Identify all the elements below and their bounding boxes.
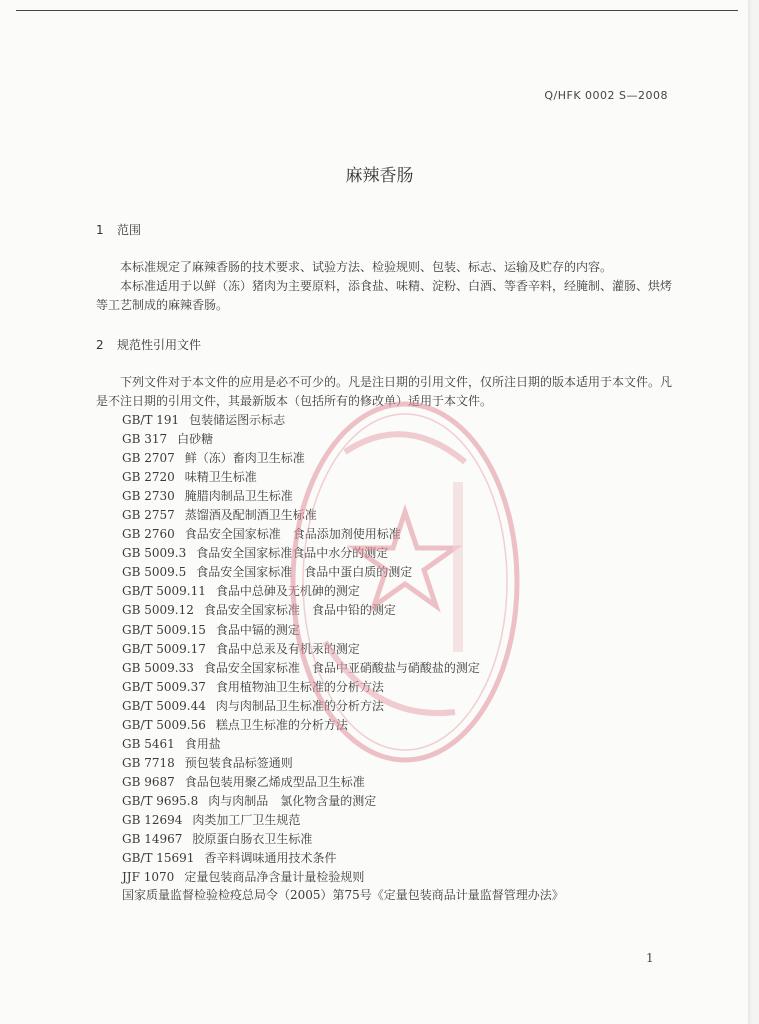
reference-code: GB 2720 [122,470,175,485]
reference-title: 预包装食品标签通则 [184,755,293,770]
reference-title: 定量包装商品净含量计量检验规则 [184,870,365,885]
reference-item [122,487,480,506]
reference-code: GB 2760 [122,527,175,542]
reference-title: 食品中总砷及无机砷的测定 [215,584,360,599]
reference-title: 肉与肉制品 氯化物含量的测定 [208,793,377,808]
header-rule [16,10,738,11]
reference-item [122,830,480,849]
reference-item [122,640,480,659]
reference-item [122,601,480,620]
reference-code: GB 2707 [122,451,175,466]
reference-title: 蒸馏酒及配制酒卫生标准 [184,508,317,523]
references-intro-paragraph: 下列文件对于本文件的应用是必不可少的。凡是注日期的引用文件，仅所注日期的版本适用于本文件。凡是不注日期的引用文件，其最新版本（包括所有的修改单）适用于本文件。 [96,375,673,408]
reference-title: 食品安全国家标准 食品中蛋白质的测定 [196,565,413,580]
reference-code: GB/T 15691 [122,851,195,866]
reference-code: GB/T 191 [122,413,180,427]
reference-item [122,811,480,830]
reference-item [122,621,480,640]
section-title: 范围 [117,223,142,237]
reference-item [122,754,480,773]
reference-item [122,849,480,868]
reference-item [122,678,480,697]
standard-code: Q/HFK 0002 S—2008 [544,89,668,102]
regulation-reference: 国家质量监督检验检疫总局令（2005）第75号《定量包装商品计量监督管理办法》 [122,888,564,902]
reference-code: JJF 1070 [122,870,175,885]
document-title: 麻辣香肠 [345,166,414,186]
reference-code: GB/T 5009.17 [122,641,206,656]
section-number: 2 [96,338,104,352]
reference-code: GB 5009.3 [122,546,187,561]
reference-code: GB/T 5009.44 [122,698,206,713]
reference-code: GB/T 5009.56 [122,717,206,732]
reference-title: 白砂糖 [177,432,214,447]
reference-item [122,563,480,582]
reference-code: GB 12694 [122,812,183,827]
reference-code: GB/T 9695.8 [122,793,199,808]
reference-title: 胶原蛋白肠衣卫生标准 [192,832,313,847]
reference-code: GB 2730 [122,489,175,504]
scope-paragraph-2: 本标准适用于以鲜（冻）猪肉为主要原料，添食盐、味精、淀粉、白酒、等香辛料，经腌制、灌肠、烘烤等工艺制成的麻辣香肠。 [96,279,673,312]
reference-title: 肉类加工厂卫生规范 [192,812,301,827]
reference-code: GB 2757 [122,508,175,523]
reference-item [122,430,480,449]
reference-title: 包装储运图示标志 [189,413,286,427]
reference-item [122,411,480,430]
reference-title: 食用盐 [184,736,221,751]
reference-item [122,468,480,487]
reference-item [122,792,480,811]
reference-code: GB/T 5009.15 [122,622,206,637]
reference-title: 糕点卫生标准的分析方法 [215,717,348,732]
section-number: 1 [96,223,104,237]
reference-item [122,773,480,792]
reference-item [122,659,480,678]
reference-code: GB 14967 [122,832,183,847]
section-2-heading [96,336,201,353]
reference-code: GB 317 [122,432,168,447]
page-number: 1 [646,951,654,965]
reference-item [122,582,480,601]
section-1-heading [96,221,141,238]
reference-item [122,868,480,887]
reference-title: 食用植物油卫生标准的分析方法 [215,679,384,694]
reference-code: GB 5009.12 [122,603,194,618]
reference-code: GB 5461 [122,736,175,751]
reference-code: GB 5009.5 [122,565,187,580]
reference-code: GB 9687 [122,774,175,789]
reference-title: 食品安全国家标准食品中水分的测定 [196,546,389,561]
reference-item [122,735,480,754]
reference-code: GB 7718 [122,755,175,770]
reference-title: 食品中总汞及有机汞的测定 [215,641,360,656]
reference-code: GB 5009.33 [122,660,194,675]
reference-item [122,697,480,716]
reference-item [122,449,480,468]
reference-list [122,411,480,887]
reference-item [122,525,480,544]
reference-title: 食品安全国家标准 食品中亚硝酸盐与硝酸盐的测定 [203,660,480,675]
reference-title: 食品安全国家标准 食品添加剂使用标准 [184,527,401,542]
reference-item [122,506,480,525]
reference-title: 肉与肉制品卫生标准的分析方法 [215,698,384,713]
reference-item [122,544,480,563]
section-title: 规范性引用文件 [117,338,202,352]
reference-title: 鲜（冻）畜肉卫生标准 [184,451,305,466]
reference-item [122,716,480,735]
reference-title: 食品安全国家标准 食品中铅的测定 [203,603,396,618]
reference-code: GB/T 5009.11 [122,584,206,599]
reference-title: 味精卫生标准 [184,470,257,485]
scope-paragraph-1: 本标准规定了麻辣香肠的技术要求、试验方法、检验规则、包装、标志、运输及贮存的内容。 [120,260,613,274]
reference-code: GB/T 5009.37 [122,679,206,694]
reference-title: 腌腊肉制品卫生标准 [184,489,293,504]
reference-title: 食品包装用聚乙烯成型品卫生标准 [184,774,365,789]
reference-title: 香辛料调味通用技术条件 [204,851,337,866]
reference-title: 食品中镉的测定 [215,622,300,637]
